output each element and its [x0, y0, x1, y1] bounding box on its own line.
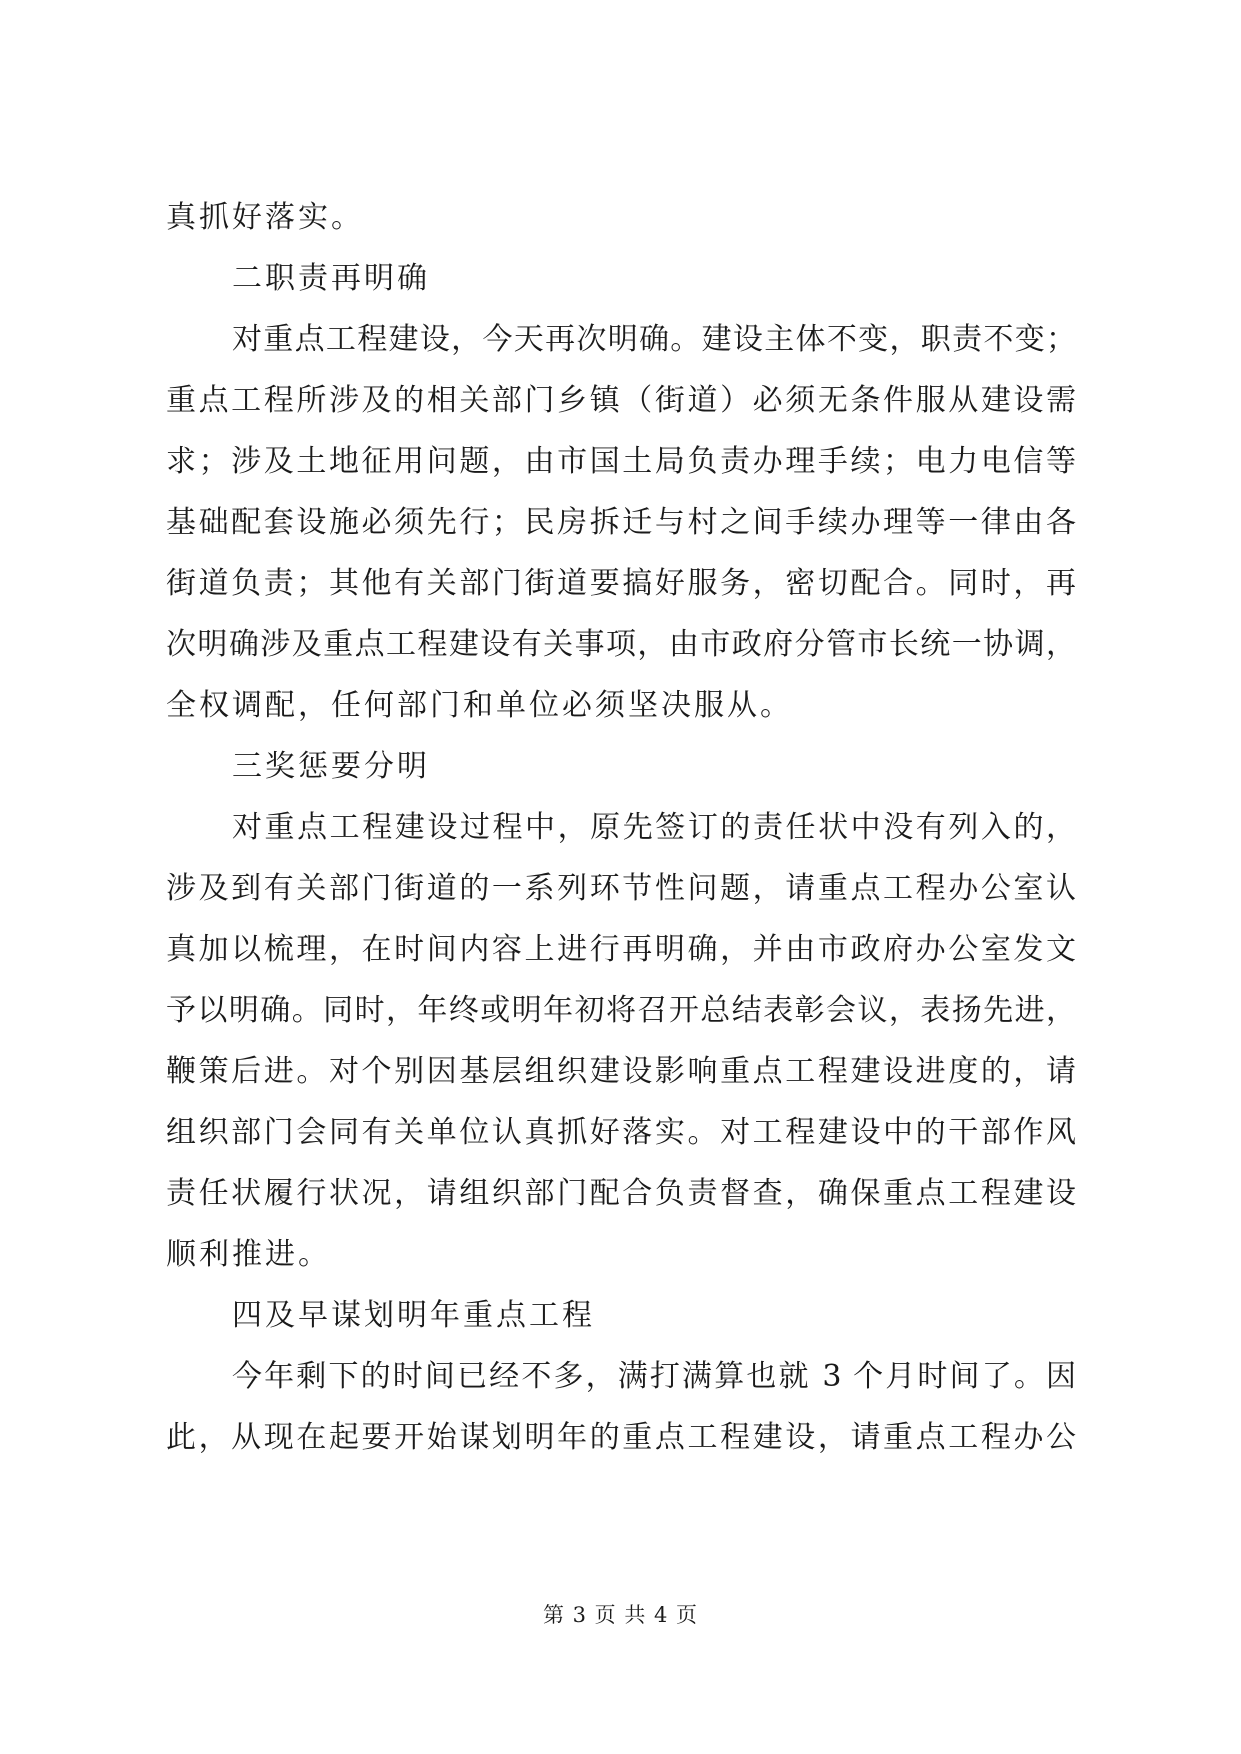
- document-body: [166, 200, 1076, 1481]
- text-line: 今年剩下的时间已经不多，满打满算也就 3 个月时间了。因: [232, 1359, 1076, 1394]
- text-line: 此，从现在起要开始谋划明年的重点工程建设，请重点工程办公: [166, 1420, 1076, 1455]
- text-line: 重点工程所涉及的相关部门乡镇（街道）必须无条件服从建设需: [166, 383, 1076, 418]
- text-line: 二职责再明确: [232, 261, 430, 296]
- text-line: 三奖惩要分明: [232, 749, 430, 784]
- text-line: 顺利推进。: [166, 1237, 331, 1272]
- text-line: 基础配套设施必须先行；民房拆迁与村之间手续办理等一律由各: [166, 505, 1076, 540]
- text-line: 鞭策后进。对个别因基层组织建设影响重点工程建设进度的，请: [166, 1054, 1076, 1089]
- text-line: 四及早谋划明年重点工程: [232, 1298, 595, 1333]
- text-line: 街道负责；其他有关部门街道要搞好服务，密切配合。同时，再: [166, 566, 1076, 601]
- text-line: 责任状履行状况，请组织部门配合负责督查，确保重点工程建设: [166, 1176, 1076, 1211]
- text-line: 对重点工程建设过程中，原先签订的责任状中没有列入的，: [232, 810, 1076, 845]
- text-line: 组织部门会同有关单位认真抓好落实。对工程建设中的干部作风: [166, 1115, 1076, 1150]
- text-line: 真抓好落实。: [166, 200, 364, 235]
- text-line: 对重点工程建设，今天再次明确。建设主体不变，职责不变；: [232, 322, 1076, 357]
- text-line: 涉及到有关部门街道的一系列环节性问题，请重点工程办公室认: [166, 871, 1076, 906]
- text-line: 全权调配，任何部门和单位必须坚决服从。: [166, 688, 793, 723]
- text-line: 真加以梳理，在时间内容上进行再明确，并由市政府办公室发文: [166, 932, 1076, 967]
- text-line: 次明确涉及重点工程建设有关事项，由市政府分管市长统一协调，: [166, 627, 1076, 662]
- page-footer: 第 3 页 共 4 页: [542, 1603, 699, 1627]
- text-line: 求；涉及土地征用问题，由市国土局负责办理手续；电力电信等: [166, 444, 1076, 479]
- text-line: 予以明确。同时，年终或明年初将召开总结表彰会议，表扬先进，: [166, 993, 1076, 1028]
